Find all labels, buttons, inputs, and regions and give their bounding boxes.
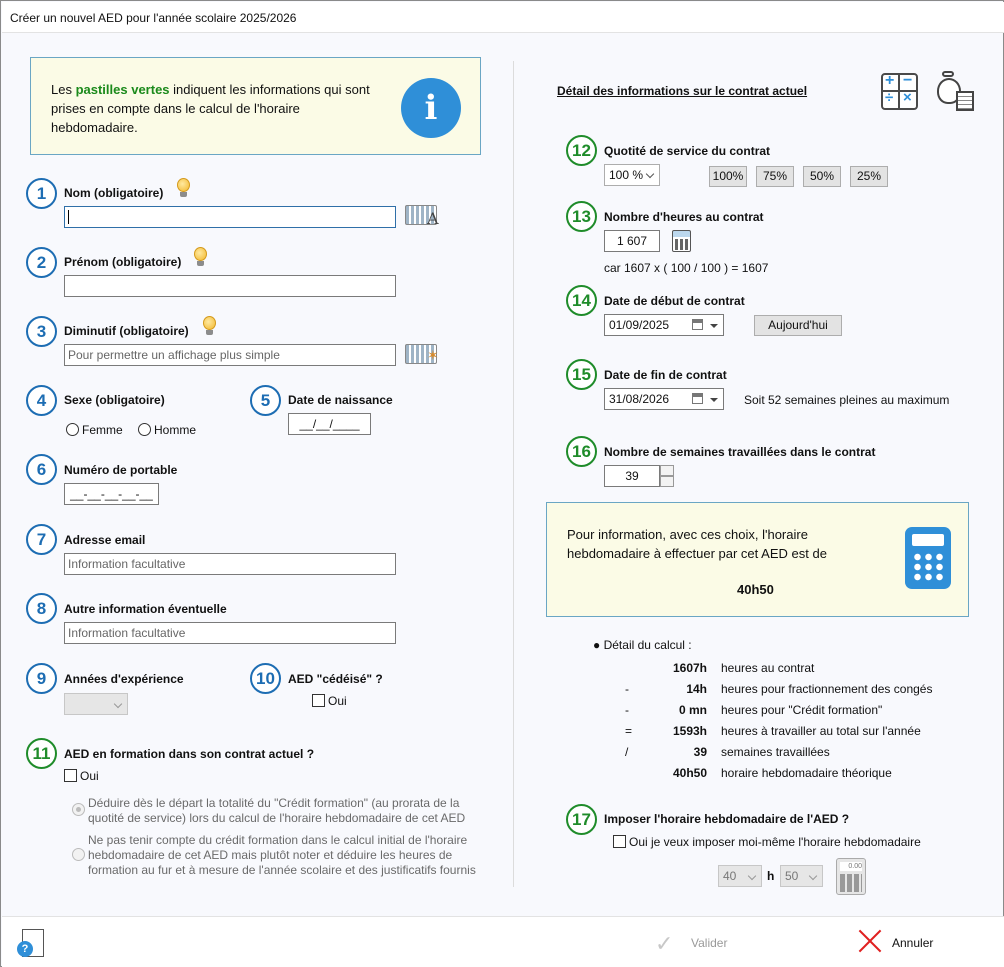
money-bag-calculator-icon[interactable] [936,71,976,113]
quotite-100-button[interactable]: 100% [709,166,747,187]
result-line-2: hebdomadaire à effectuer par cet AED est de [567,546,827,561]
sexe-label: Sexe (obligatoire) [64,393,165,407]
quotite-select[interactable]: 100 % [604,164,660,186]
cedeise-oui-label[interactable]: Oui [328,694,347,708]
annuler-button[interactable]: Annuler [892,936,934,950]
badge-17: 17 [566,804,597,835]
chevron-down-icon[interactable] [710,324,718,328]
experience-select[interactable] [64,693,128,715]
femme-label[interactable]: Femme [82,423,123,437]
result-box [546,502,969,617]
detail-text: heures pour fractionnement des congés [721,682,933,696]
prenom-label: Prénom (obligatoire) [64,255,182,269]
autre-input[interactable]: Information facultative [64,622,396,644]
email-label: Adresse email [64,533,146,547]
formation-checkbox[interactable] [64,769,77,782]
detail-text: horaire hebdomadaire théorique [721,766,892,780]
detail-text: semaines travaillées [721,745,830,759]
badge-3: 3 [26,316,57,347]
diminutif-input[interactable]: Pour permettre un affichage plus simple [64,344,396,366]
result-line-1: Pour information, avec ces choix, l'horaire [567,527,808,542]
radio-femme[interactable] [66,423,79,436]
naissance-input[interactable]: __/__/____ [288,413,371,435]
debut-date-input[interactable]: 01/09/2025 [604,314,724,336]
quotite-50-button[interactable]: 50% [803,166,841,187]
badge-11: 11 [26,738,57,769]
badge-12: 12 [566,135,597,166]
detail-operator: - [625,682,629,696]
semaines-spinner[interactable] [660,465,674,487]
detail-operator: = [625,724,633,738]
badge-6: 6 [26,454,57,485]
detail-value: 40h50 [672,766,707,780]
column-separator [513,61,514,887]
option-deduire-depart[interactable]: Déduire dès le départ la totalité du "Crédit formation" (au prorata de la quotité de service) lors du calcul de l'horaire hebdomadaire de cet AED [88,796,466,825]
window-title: Créer un nouvel AED pour l'année scolaire 2025/2026 [10,11,297,25]
info-box [30,57,481,155]
badge-9: 9 [26,663,57,694]
semaines-label: Nombre de semaines travaillées dans le contrat [604,445,876,459]
naissance-label: Date de naissance [288,393,393,407]
virtual-keyboard-icon[interactable]: A [405,199,445,231]
minutes-select[interactable]: 50 [780,865,823,887]
imposer-label: Imposer l'horaire hebdomadaire de l'AED ? [604,812,850,826]
fin-note: Soit 52 semaines pleines au maximum [744,393,950,407]
spin-up-button[interactable] [660,465,674,476]
info-icon: i [401,78,461,138]
option-ne-pas-tenir-compte[interactable]: Ne pas tenir compte du crédit formation dans le calcul initial de l'horaire hebdomadaire de cet AED mais plutôt noter et déduire les heures de formation au fur et à mesure de l'année scolaire et des justificatifs fournis [88,833,476,877]
badge-15: 15 [566,359,597,390]
radio-deduire-depart[interactable] [72,803,85,816]
detail-text: heures à travailler au total sur l'année [721,724,921,738]
badge-16: 16 [566,436,597,467]
heures-input[interactable]: 1 607 [604,230,660,252]
today-button[interactable]: Aujourd'hui [754,315,842,336]
nom-input[interactable] [64,206,396,228]
badge-2: 2 [26,247,57,278]
imposer-checkbox[interactable] [613,835,626,848]
fin-date-input[interactable]: 31/08/2026 [604,388,724,410]
badge-4: 4 [26,385,57,416]
hours-select[interactable]: 40 [718,865,762,887]
email-input[interactable]: Information facultative [64,553,396,575]
title-bar [2,2,1004,33]
valider-button[interactable]: Valider [691,936,728,950]
badge-14: 14 [566,285,597,316]
detail-value: 1607h [672,661,707,675]
quotite-label: Quotité de service du contrat [604,144,771,158]
debut-label: Date de début de contrat [604,294,745,308]
info-highlight: pastilles vertes [75,82,170,97]
cedeise-label: AED "cédéisé" ? [288,672,383,686]
detail-text: heures pour "Crédit formation" [721,703,883,717]
heures-label: Nombre d'heures au contrat [604,210,764,224]
diminutif-label: Diminutif (obligatoire) [64,324,189,338]
info-text: Les pastilles vertes indiquent les informations qui sont prises en compte dans le calcul de l'horaire hebdomadaire. [51,82,370,135]
calculator-disabled-icon[interactable]: 0.00 [836,858,866,895]
experience-label: Années d'expérience [64,672,184,686]
radio-ne-pas-tenir-compte[interactable] [72,848,85,861]
fin-label: Date de fin de contrat [604,368,727,382]
heures-formula: car 1607 x ( 100 / 100 ) = 1607 [604,261,769,275]
detail-value: 0 mn [678,703,707,717]
badge-5: 5 [250,385,281,416]
detail-operator: - [625,703,629,717]
chevron-down-icon[interactable] [710,398,718,402]
calculator-icon[interactable] [672,230,691,252]
autre-label: Autre information éventuelle [64,602,227,616]
calculator-icon [905,527,951,589]
quotite-75-button[interactable]: 75% [756,166,794,187]
radio-homme[interactable] [138,423,151,436]
semaines-input[interactable]: 39 [604,465,660,487]
formation-label: AED en formation dans son contrat actuel ? [64,747,315,761]
detail-value: 39 [693,745,707,759]
imposer-checkbox-label[interactable]: Oui je veux imposer moi-même l'horaire hebdomadaire [629,835,921,849]
badge-7: 7 [26,524,57,555]
badge-13: 13 [566,201,597,232]
virtual-keyboard-magic-icon[interactable]: ✶ [405,338,445,370]
cedeise-checkbox[interactable] [312,694,325,707]
detail-title: ● Détail du calcul : [593,638,692,652]
detail-text: heures au contrat [721,661,815,675]
portable-input[interactable]: __-__-__-__-__ [64,483,159,505]
prenom-input[interactable] [64,275,396,297]
detail-value: 14h [686,682,707,696]
close-icon[interactable] [857,928,883,954]
badge-1: 1 [26,178,57,209]
badge-8: 8 [26,593,57,624]
formation-oui-label[interactable]: Oui [80,769,99,783]
lightbulb-icon[interactable] [176,178,190,200]
nom-label: Nom (obligatoire) [64,186,164,200]
check-icon: ✓ [655,931,674,956]
homme-label[interactable]: Homme [154,423,197,437]
detail-value: 1593h [672,724,707,738]
lightbulb-icon[interactable] [202,316,216,338]
contract-section-title: Détail des informations sur le contrat actuel [557,84,808,98]
footer-bar [2,916,1004,967]
help-document-icon[interactable]: ? [16,929,48,959]
detail-operator: / [625,745,629,759]
result-value: 40h50 [737,582,774,597]
lightbulb-icon[interactable] [193,247,207,269]
calendar-icon[interactable] [692,393,703,404]
quotite-25-button[interactable]: 25% [850,166,888,187]
calendar-icon[interactable] [692,319,703,330]
calculator-operations-icon[interactable]: + − ÷ × [881,73,918,110]
hours-unit-label: h [767,869,775,883]
portable-label: Numéro de portable [64,463,178,477]
badge-10: 10 [250,663,281,694]
spin-down-button[interactable] [660,476,674,487]
